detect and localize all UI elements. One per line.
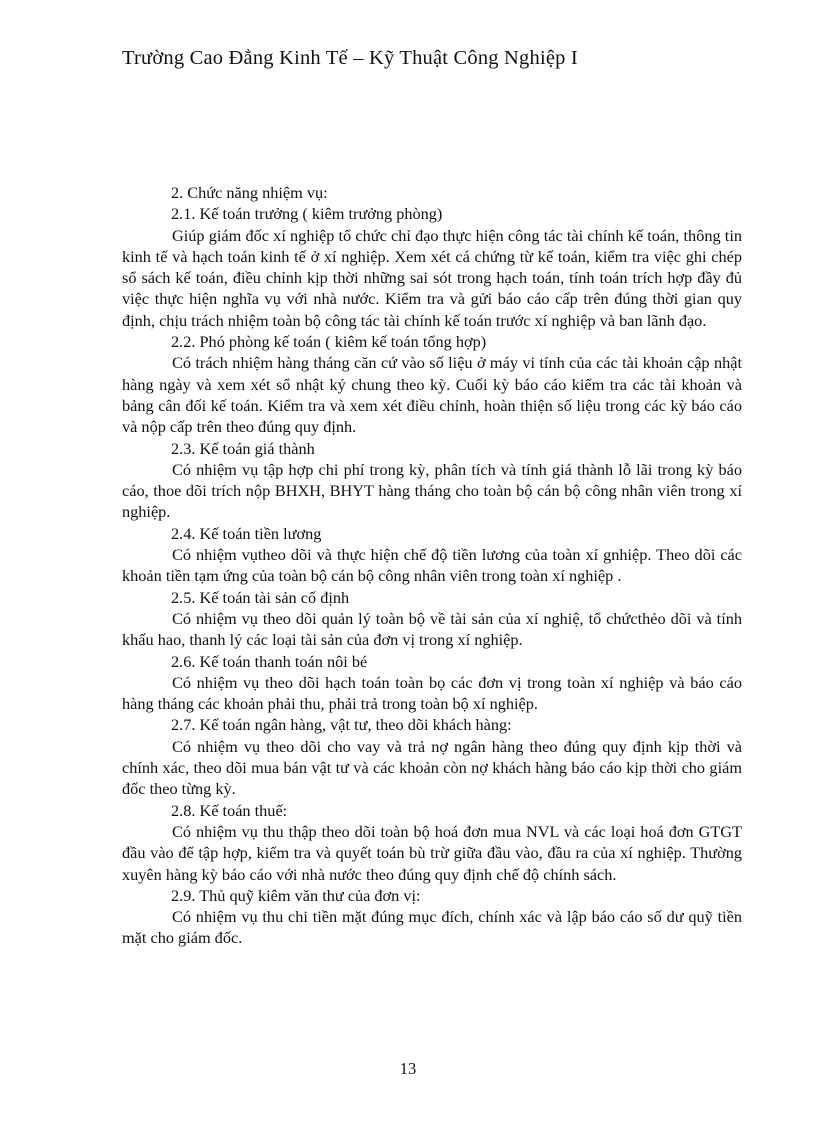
section-heading: 2. Chức năng nhiệm vụ: xyxy=(171,183,328,202)
subsection-heading: 2.3. Kế toán giá thành xyxy=(171,438,315,458)
paragraph: Có nhiệm vụ theo dõi quản lý toàn bộ về tài sản của xí nghiệ, tổ chứcthẻo dõi và tính khấu hao, thanh lý các loại tài sản của đơn vị trong xí nghiệp. xyxy=(122,608,742,650)
document-body xyxy=(122,182,742,949)
subsection-heading: 2.5. Kế toán tài sản cố định xyxy=(171,587,350,607)
paragraph: Giúp giám đốc xí nghiệp tổ chức chỉ đạo thực hiện công tác tài chính kế toán, thông tin kinh tế và hạch toán kinh tế ở xí nghiệp. Xem xét cá chứng từ kế toán, kiểm tra việc ghi chép sổ sách kế toán, điều chỉnh kịp thời những sai sót trong hạch toán, tính toán trích hợp đầy đủ việc thực hiện nghĩa vụ với nhà nước. Kiểm tra và gửi báo cáo cấp trên đúng thời gian quy định, chịu trách nhiệm toàn bộ công tác tài chính kế toán trước xí nghiệp và ban lãnh đạo. xyxy=(122,225,742,330)
subsection-heading: 2.7. Kế toán ngân hàng, vật tư, theo dõi khách hàng: xyxy=(171,715,512,735)
paragraph: Có nhiệm vụ theo dõi cho vay và trả nợ ngân hàng theo đúng quy định kịp thời và chính xác, theo dõi mua bán vật tư và các khoản còn nợ khách hàng báo cáo kịp thời cho giám đốc theo từng kỳ. xyxy=(122,736,742,799)
paragraph: Có nhiệm vụ thu thập theo dõi toàn bộ hoá đơn mua NVL và các loại hoá đơn GTGT đầu vào để tập hợp, kiểm tra và quyết toán bù trừ giữa đầu vào, đầu ra của xí nghiệp. Thường xuyên hàng kỳ báo cáo với nhà nước theo đúng quy định chế độ chính sách. xyxy=(122,821,742,884)
subsection-heading: 2.8. Kế toán thuế: xyxy=(171,800,288,820)
page-number: 13 xyxy=(399,1059,417,1078)
subsection-heading: 2.2. Phó phòng kế toán ( kiêm kế toán tổng hợp) xyxy=(171,332,487,352)
paragraph: Có nhiệm vụ theo dõi hạch toán toàn bọ các đơn vị trong toàn xí nghiệp và báo cáo hàng tháng các khoản phải thu, phải trả trong toàn bộ xí nghiệp. xyxy=(122,672,742,714)
subsection-heading: 2.9. Thủ quỹ kiêm văn thư của đơn vị: xyxy=(171,885,421,905)
subsection-heading: 2.1. Kế toán trưởng ( kiêm trưởng phòng) xyxy=(171,204,443,224)
paragraph: Có nhiệm vụtheo dõi và thực hiện chế độ tiền lương của toàn xí gnhiệp. Theo dõi các khoản tiền tạm ứng của toàn bộ cán bộ công nhân viên trong toàn xí nghiệp . xyxy=(122,545,742,586)
page-header: Trường Cao Đẳng Kinh Tế – Kỹ Thuật Công Nghiệp I xyxy=(122,47,578,69)
subsection-heading: 2.4. Kế toán tiền lương xyxy=(171,523,322,543)
paragraph: Có trách nhiệm hàng tháng căn cứ vào số liệu ở máy vi tính của các tài khoản cập nhật hàng ngày và xem xét sổ nhật ký chung theo kỳ. Cuối kỳ báo cáo kiểm tra các tài khoản và bảng cân đối kế toán. Kiểm tra và xem xét điều chỉnh, hoàn thiện số liệu trong các kỳ báo cáo và nộp cấp trên theo đúng quy định. xyxy=(122,353,742,437)
subsection-heading: 2.6. Kế toán thanh toán nôi bé xyxy=(171,651,368,671)
paragraph: Có nhiệm vụ tập hợp chi phí trong kỳ, phân tích và tính giá thành lỗ lãi trong kỳ báo cáo, thoe dõi trích nộp BHXH, BHYT hàng tháng cho toàn bộ cán bộ công nhân viên trong xí nghiệp. xyxy=(122,459,742,522)
paragraph: Có nhiệm vụ thu chi tiền mặt đúng mục đích, chính xác và lập báo cáo số dư quỹ tiền mặt cho giám đốc. xyxy=(122,907,742,948)
